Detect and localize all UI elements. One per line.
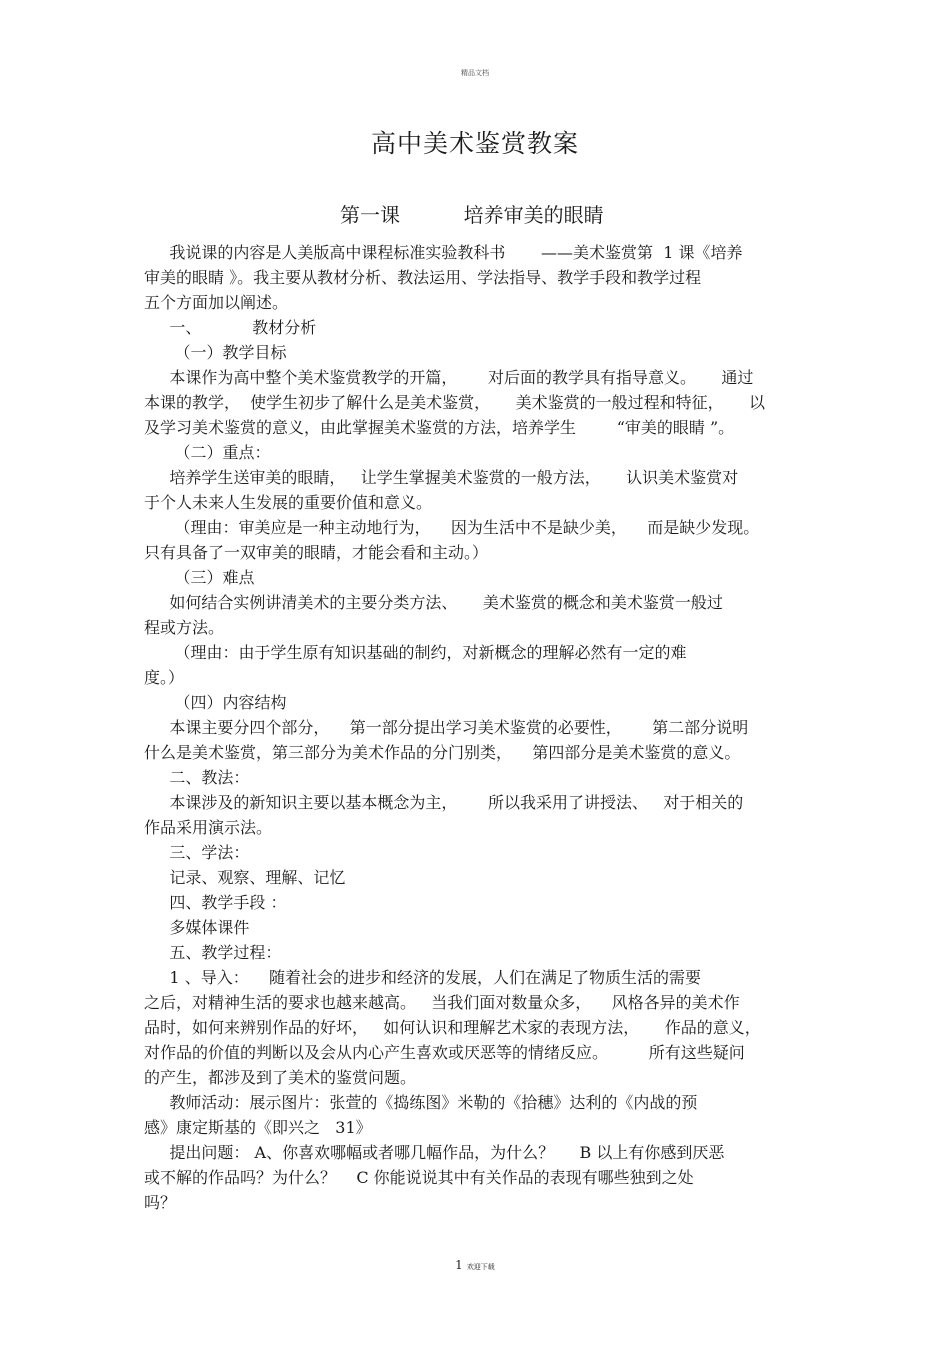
text-line: 于个人未来人生发展的重要价值和意义。 [144, 493, 433, 512]
text-line: 培养学生送审美的眼睛， 让学生掌握美术鉴赏的一般方法， 认识美术鉴赏对 [144, 468, 739, 487]
text-line: 吗？ [144, 1193, 177, 1212]
text-line: 及学习美术鉴赏的意义，由此掌握美术鉴赏的方法，培养学生 “审美的眼睛 ”。 [144, 418, 735, 437]
lesson-subtitle: 第一课 培养审美的眼睛 [340, 203, 604, 227]
text-line: 教师活动：展示图片：张萱的《捣练图》米勒的《拾穗》达利的《内战的预 [144, 1093, 698, 1112]
text-line: （理由：由于学生原有知识基础的制约，对新概念的理解必然有一定的难 [144, 643, 687, 662]
text-line: 的产生，都涉及到了美术的鉴赏问题。 [144, 1068, 417, 1087]
text-line: （理由：审美应是一种主动地行为， 因为生活中不是缺少美， 而是缺少发现。 [144, 518, 760, 537]
text-line: 1 、导入： 随着社会的进步和经济的发展，人们在满足了物质生活的需要 [144, 968, 702, 987]
text-line: （一）教学目标 [144, 343, 287, 362]
text-line: 五、教学过程： [144, 943, 282, 962]
text-line: 多媒体课件 [144, 918, 250, 937]
text-line: 三、学法： [144, 843, 250, 862]
text-line: 品时，如何来辨别作品的好坏， 如何认识和理解艺术家的表现方法， 作品的意义， [144, 1018, 761, 1037]
body-text [144, 240, 814, 1215]
text-line: （二）重点： [144, 443, 271, 462]
text-line: 感》康定斯基的《即兴之 31》 [144, 1118, 372, 1137]
text-line: 之后，对精神生活的要求也越来越高。 当我们面对数量众多， 风格各异的美术作 [144, 993, 740, 1012]
text-line: 对作品的价值的判断以及会从内心产生喜欢或厌恶等的情绪反应。 所有这些疑问 [144, 1043, 745, 1062]
text-line: 审美的眼睛 》。我主要从教材分析、教法运用、学法指导、教学手段和教学过程 [144, 268, 702, 287]
text-line: 如何结合实例讲清美术的主要分类方法、 美术鉴赏的概念和美术鉴赏一般过 [144, 593, 723, 612]
text-line: 一、 教材分析 [144, 318, 317, 337]
text-line: 什么是美术鉴赏，第三部分为美术作品的分门别类， 第四部分是美术鉴赏的意义。 [144, 743, 741, 762]
footer-note: 欢迎下载 [466, 1263, 495, 1271]
document-title: 高中美术鉴赏教案 [370, 129, 579, 158]
header-note: 精品文档 [461, 69, 489, 77]
text-line: 作品采用演示法。 [144, 818, 273, 837]
page-number: 1 [455, 1258, 463, 1272]
text-line: 程或方法。 [144, 618, 225, 637]
text-line: 本课涉及的新知识主要以基本概念为主， 所以我采用了讲授法、 对于相关的 [144, 793, 744, 812]
text-line: 五个方面加以阐述。 [144, 293, 289, 312]
text-line: （三）难点 [144, 568, 255, 587]
text-line: 二、教法： [144, 768, 250, 787]
text-line: 度。） [144, 668, 185, 687]
text-line: 本课的教学， 使学生初步了解什么是美术鉴赏， 美术鉴赏的一般过程和特征， 以 [144, 393, 766, 412]
text-line: 只有具备了一双审美的眼睛，才能会看和主动。） [144, 543, 489, 562]
text-line: 本课主要分四个部分， 第一部分提出学习美术鉴赏的必要性， 第二部分说明 [144, 718, 749, 737]
text-line: 四、教学手段 ： [144, 893, 287, 912]
text-line: （四）内容结构 [144, 693, 287, 712]
page-footer [0, 1258, 950, 1272]
text-line: 提出问题： A、你喜欢哪幅或者哪几幅作品，为什么？ B 以上有你感到厌恶 [144, 1143, 725, 1162]
text-line: 记录、观察、理解、记忆 [144, 868, 346, 887]
text-line: 本课作为高中整个美术鉴赏教学的开篇， 对后面的教学具有指导意义。 通过 [144, 368, 754, 387]
text-line: 或不解的作品吗？为什么？ C 你能说说其中有关作品的表现有哪些独到之处 [144, 1168, 694, 1187]
text-line: 我说课的内容是人美版高中课程标准实验教科书 ——美术鉴赏第 1 课《培养 [144, 243, 743, 262]
